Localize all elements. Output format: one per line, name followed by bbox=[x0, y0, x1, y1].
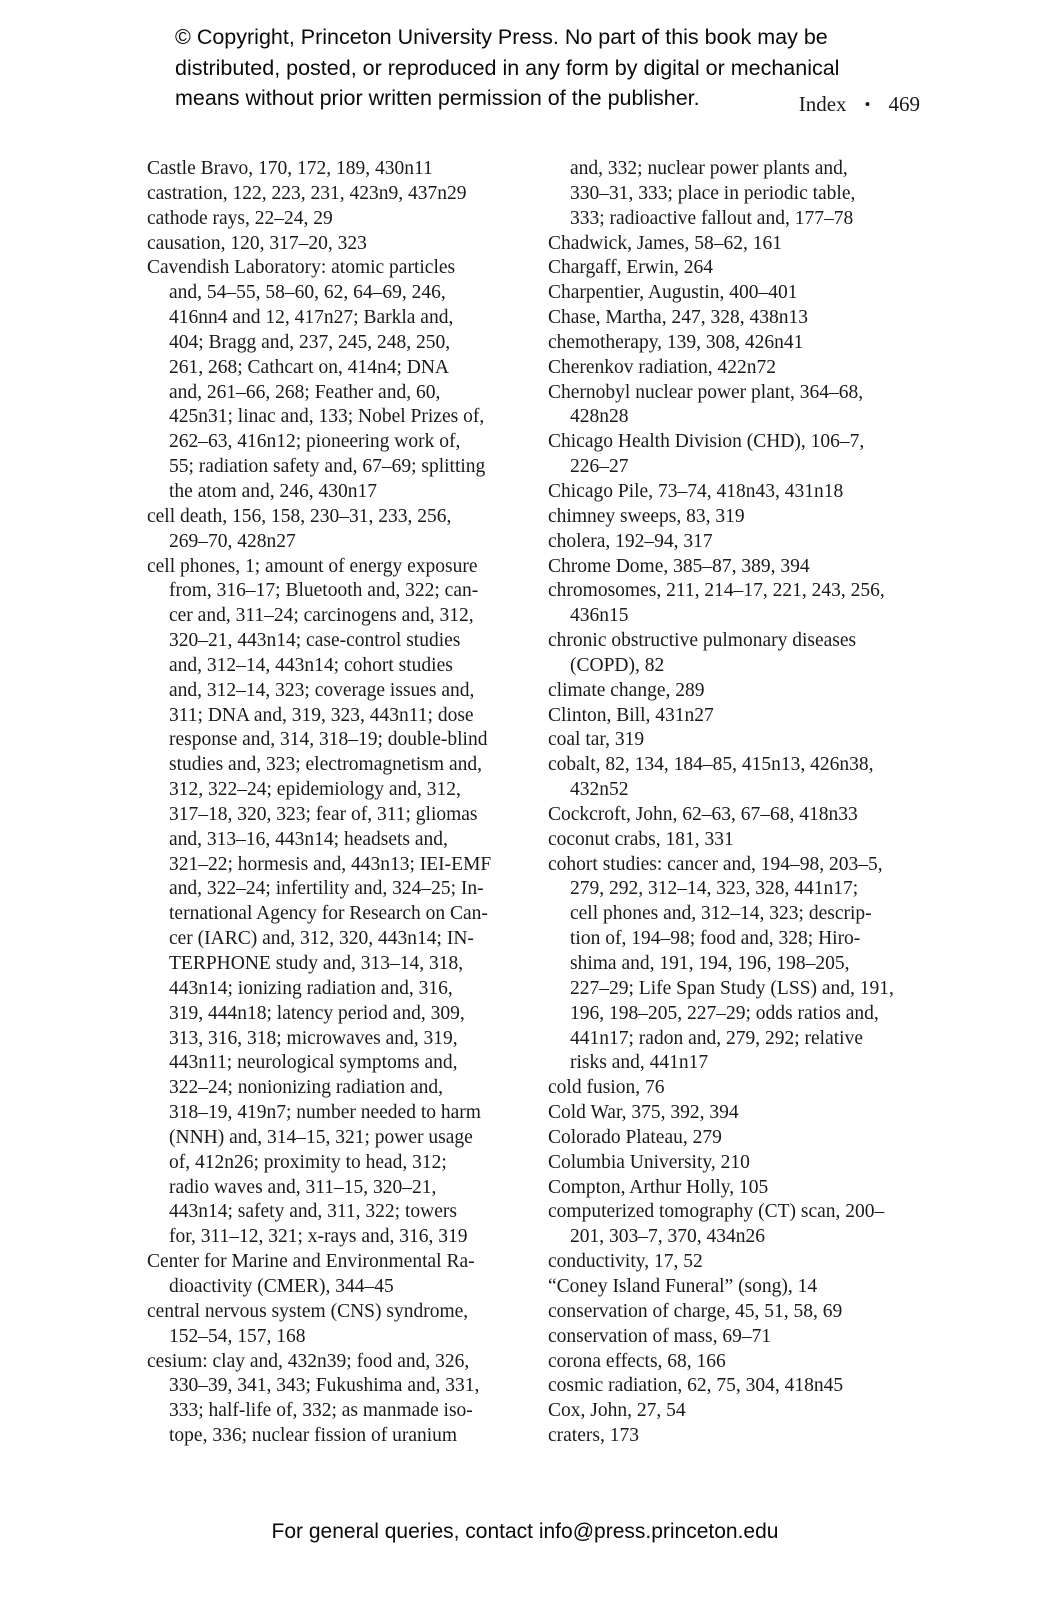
index-line: Chase, Martha, 247, 328, 438n13 bbox=[548, 307, 808, 329]
index-line: 227–29; Life Span Study (LSS) and, 191, bbox=[570, 977, 894, 999]
index-line: 425n31; linac and, 133; Nobel Prizes of, bbox=[169, 406, 485, 428]
index-line: 333; half-life of, 332; as manmade iso- bbox=[169, 1400, 473, 1422]
index-line: chronic obstructive pulmonary diseases bbox=[548, 630, 857, 652]
index-line: (COPD), 82 bbox=[570, 654, 665, 676]
index-line: 261, 268; Cathcart on, 414n4; DNA bbox=[169, 356, 450, 378]
index-line: 321–22; hormesis and, 443n13; IEI-EMF bbox=[169, 853, 492, 875]
index-line: Colorado Plateau, 279 bbox=[548, 1126, 722, 1148]
index-line: cobalt, 82, 134, 184–85, 415n13, 426n38, bbox=[548, 754, 874, 776]
index-line: Cockcroft, John, 62–63, 67–68, 418n33 bbox=[548, 803, 858, 825]
index-line: 441n17; radon and, 279, 292; relative bbox=[570, 1027, 863, 1049]
footer-contact: For general queries, contact info@press.princeton.edu bbox=[271, 1520, 779, 1543]
index-line: Center for Marine and Environmental Ra- bbox=[147, 1251, 475, 1273]
index-line: Chicago Pile, 73–74, 418n43, 431n18 bbox=[548, 480, 844, 502]
index-line: 432n52 bbox=[570, 779, 629, 801]
index-line: cathode rays, 22–24, 29 bbox=[147, 207, 333, 229]
copyright-line: © Copyright, Princeton University Press. No part of this book may be bbox=[175, 25, 828, 49]
index-line: ternational Agency for Research on Can- bbox=[169, 903, 488, 925]
index-line: coconut crabs, 181, 331 bbox=[548, 828, 734, 850]
index-line: Cavendish Laboratory: atomic particles bbox=[147, 257, 456, 279]
index-line: 443n14; safety and, 311, 322; towers bbox=[169, 1201, 457, 1223]
index-line: Chargaff, Erwin, 264 bbox=[548, 257, 713, 279]
copyright-line: means without prior written permission of the publisher. bbox=[175, 86, 700, 110]
index-line: cold fusion, 76 bbox=[548, 1077, 665, 1099]
index-line: and, 313–16, 443n14; headsets and, bbox=[169, 828, 448, 850]
index-line: studies and, 323; electromagnetism and, bbox=[169, 754, 483, 776]
index-line: 196, 198–205, 227–29; odds ratios and, bbox=[570, 1002, 879, 1024]
index-line: cosmic radiation, 62, 75, 304, 418n45 bbox=[548, 1375, 844, 1397]
index-line: chimney sweeps, 83, 319 bbox=[548, 505, 745, 527]
index-line: “Coney Island Funeral” (song), 14 bbox=[548, 1275, 818, 1297]
index-line: cell phones, 1; amount of energy exposure bbox=[147, 555, 478, 577]
index-line: Chadwick, James, 58–62, 161 bbox=[548, 232, 782, 254]
index-line: the atom and, 246, 430n17 bbox=[169, 480, 377, 502]
index-line: Chicago Health Division (CHD), 106–7, bbox=[548, 431, 865, 453]
index-line: Cold War, 375, 392, 394 bbox=[548, 1102, 739, 1124]
index-line: coal tar, 319 bbox=[548, 729, 645, 751]
index-line: 152–54, 157, 168 bbox=[169, 1325, 306, 1347]
bullet-separator: • bbox=[864, 95, 871, 114]
index-line: tope, 336; nuclear fission of uranium bbox=[169, 1425, 458, 1447]
index-line: chemotherapy, 139, 308, 426n41 bbox=[548, 331, 804, 353]
index-line: craters, 173 bbox=[548, 1425, 639, 1447]
index-column-left bbox=[147, 157, 539, 1449]
index-line: conservation of charge, 45, 51, 58, 69 bbox=[548, 1300, 843, 1322]
index-line: Clinton, Bill, 431n27 bbox=[548, 704, 714, 726]
index-line: 262–63, 416n12; pioneering work of, bbox=[169, 431, 461, 453]
index-line: tion of, 194–98; food and, 328; Hiro- bbox=[570, 928, 861, 950]
index-line: cell death, 156, 158, 230–31, 233, 256, bbox=[147, 505, 452, 527]
index-line: dioactivity (CMER), 344–45 bbox=[169, 1275, 394, 1297]
index-line: from, 316–17; Bluetooth and, 322; can- bbox=[169, 580, 479, 602]
index-line: and, 312–14, 443n14; cohort studies bbox=[169, 654, 453, 676]
index-line: 330–31, 333; place in periodic table, bbox=[570, 182, 856, 204]
index-line: for, 311–12, 321; x-rays and, 316, 319 bbox=[169, 1226, 468, 1248]
index-line: 55; radiation safety and, 67–69; splitting bbox=[169, 456, 486, 478]
index-line: computerized tomography (CT) scan, 200– bbox=[548, 1201, 885, 1223]
index-line: and, 261–66, 268; Feather and, 60, bbox=[169, 381, 441, 403]
index-line: Cox, John, 27, 54 bbox=[548, 1400, 686, 1422]
running-head bbox=[799, 92, 920, 117]
index-line: Chernobyl nuclear power plant, 364–68, bbox=[548, 381, 864, 403]
index-line: cer (IARC) and, 312, 320, 443n14; IN- bbox=[169, 928, 474, 950]
index-line: and, 54–55, 58–60, 62, 64–69, 246, bbox=[169, 282, 446, 304]
index-line: 319, 444n18; latency period and, 309, bbox=[169, 1002, 465, 1024]
index-line: (NNH) and, 314–15, 321; power usage bbox=[169, 1126, 473, 1148]
index-line: 330–39, 341, 343; Fukushima and, 331, bbox=[169, 1375, 480, 1397]
index-line: 279, 292, 312–14, 323, 328, 441n17; bbox=[570, 878, 859, 900]
index-line: 333; radioactive fallout and, 177–78 bbox=[570, 207, 854, 229]
index-line: climate change, 289 bbox=[548, 679, 705, 701]
index-line: 311; DNA and, 319, 323, 443n11; dose bbox=[169, 704, 474, 726]
index-line: 312, 322–24; epidemiology and, 312, bbox=[169, 779, 461, 801]
index-line: cell phones and, 312–14, 323; descrip- bbox=[570, 903, 872, 925]
index-line: 201, 303–7, 370, 434n26 bbox=[570, 1226, 765, 1248]
index-line: shima and, 191, 194, 196, 198–205, bbox=[570, 953, 850, 974]
index-line: Compton, Arthur Holly, 105 bbox=[548, 1176, 769, 1198]
copyright-notice bbox=[175, 22, 895, 114]
index-line: cesium: clay and, 432n39; food and, 326, bbox=[147, 1350, 470, 1372]
index-line: response and, 314, 318–19; double-blind bbox=[169, 729, 488, 751]
index-line: corona effects, 68, 166 bbox=[548, 1350, 726, 1372]
index-line: radio waves and, 311–15, 320–21, bbox=[169, 1176, 437, 1198]
copyright-line: distributed, posted, or reproduced in any form by digital or mechanical bbox=[175, 55, 840, 80]
index-line: cholera, 192–94, 317 bbox=[548, 530, 713, 552]
index-line: and, 332; nuclear power plants and, bbox=[570, 158, 848, 179]
index-line: cohort studies: cancer and, 194–98, 203–5, bbox=[548, 853, 883, 875]
index-line: 320–21, 443n14; case-control studies bbox=[169, 630, 461, 652]
index-line: 443n11; neurological symptoms and, bbox=[169, 1052, 458, 1074]
index-line: 416nn4 and 12, 417n27; Barkla and, bbox=[169, 307, 454, 329]
index-line: causation, 120, 317–20, 323 bbox=[147, 232, 367, 254]
index-line: conductivity, 17, 52 bbox=[548, 1251, 703, 1273]
index-line: chromosomes, 211, 214–17, 221, 243, 256, bbox=[548, 580, 885, 602]
index-line: 313, 316, 318; microwaves and, 319, bbox=[169, 1027, 458, 1049]
index-line: central nervous system (CNS) syndrome, bbox=[147, 1300, 469, 1322]
index-column-right bbox=[548, 157, 940, 1449]
index-line: of, 412n26; proximity to head, 312; bbox=[169, 1151, 447, 1173]
index-line: 428n28 bbox=[570, 406, 629, 428]
index-line: TERPHONE study and, 313–14, 318, bbox=[169, 953, 464, 974]
index-line: 318–19, 419n7; number needed to harm bbox=[169, 1102, 481, 1124]
index-line: cer and, 311–24; carcinogens and, 312, bbox=[169, 605, 474, 627]
index-line: 443n14; ionizing radiation and, 316, bbox=[169, 977, 453, 999]
index-line: Columbia University, 210 bbox=[548, 1151, 750, 1173]
index-line: conservation of mass, 69–71 bbox=[548, 1325, 772, 1347]
index-line: 436n15 bbox=[570, 605, 629, 627]
index-line: and, 312–14, 323; coverage issues and, bbox=[169, 679, 475, 701]
index-line: castration, 122, 223, 231, 423n9, 437n29 bbox=[147, 182, 467, 204]
index-line: 322–24; nonionizing radiation and, bbox=[169, 1077, 444, 1099]
index-line: and, 322–24; infertility and, 324–25; In- bbox=[169, 878, 484, 900]
index-line: Castle Bravo, 170, 172, 189, 430n11 bbox=[147, 158, 433, 179]
index-line: 317–18, 320, 323; fear of, 311; gliomas bbox=[169, 803, 478, 825]
index-line: Cherenkov radiation, 422n72 bbox=[548, 356, 776, 378]
index-line: Chrome Dome, 385–87, 389, 394 bbox=[548, 555, 810, 577]
index-line: 404; Bragg and, 237, 245, 248, 250, bbox=[169, 331, 451, 353]
running-head-section: Index bbox=[798, 92, 847, 116]
index-line: 226–27 bbox=[570, 456, 629, 478]
index-line: Charpentier, Augustin, 400–401 bbox=[548, 282, 798, 304]
index-line: 269–70, 428n27 bbox=[169, 530, 296, 552]
index-line: risks and, 441n17 bbox=[570, 1052, 709, 1074]
running-head-page-number: 469 bbox=[888, 92, 920, 116]
